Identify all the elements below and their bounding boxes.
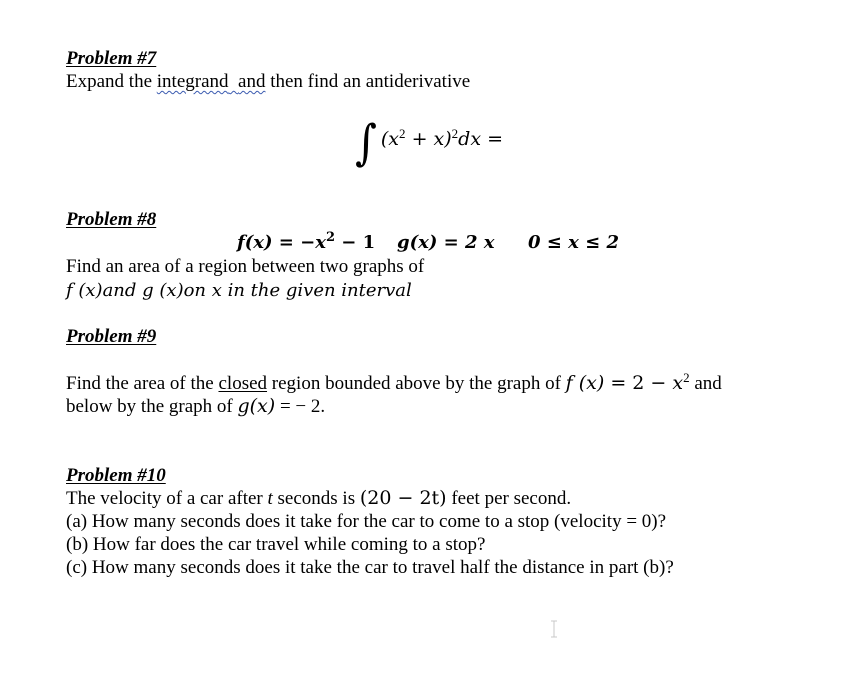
g-of-x: g(x) — [237, 395, 276, 417]
problem-7-text-after: then find an antiderivative — [265, 71, 471, 92]
p9-line2-tail: = − 2. — [275, 396, 326, 417]
p10-l1a: The velocity of a car after — [66, 488, 268, 509]
closed-word: closed — [218, 373, 268, 394]
spacer — [229, 71, 239, 92]
problem-8-line2: f (x)and g (x)on x in the given interval — [66, 280, 412, 301]
integrand-word: integrand — [156, 71, 229, 92]
problem-10-line1 — [66, 487, 571, 510]
f-of-x: f (x) — [565, 372, 605, 394]
exponent: 2 — [683, 370, 690, 385]
exponent: 2 — [451, 126, 459, 141]
p10-l1d: feet per second. — [446, 488, 572, 509]
f-def-text: f(x) = −x — [237, 232, 326, 253]
problem-8-line1: Find an area of a region between two graphs of — [66, 256, 425, 277]
problem-10-part-b: (b) How far does the car travel while coming to a stop? — [66, 534, 486, 555]
x-var: x — [672, 372, 684, 394]
exponent: 2 — [399, 126, 406, 141]
p9-line2-text: below by the graph of — [66, 396, 238, 417]
problem-10-heading: Problem #10 — [66, 465, 166, 486]
p9-text1: Find the area of the — [66, 373, 219, 394]
integral-expression — [355, 114, 504, 171]
p9-equation: = 2 − — [604, 372, 673, 394]
problem-8-heading: Problem #8 — [66, 209, 157, 230]
and-word: and — [238, 71, 266, 92]
exponent: 2 — [325, 230, 335, 245]
integrand-part2: + x) — [405, 128, 452, 150]
p10-l1b: seconds is — [272, 488, 360, 509]
text-cursor-icon — [548, 620, 560, 638]
integrand-part1: (x — [380, 128, 400, 150]
f-def-tail: − 1 — [334, 232, 376, 253]
problem-9-line1 — [66, 372, 722, 395]
problem-10-part-a: (a) How many seconds does it take for the car to come to a stop (velocity = 0)? — [66, 511, 667, 532]
problem-9-line2 — [66, 395, 325, 418]
integral-sign: ∫ — [355, 114, 377, 171]
problem-10-part-c: (c) How many seconds does it take the car to travel half the distance in part (b)? — [66, 557, 674, 578]
interval: 0 ≤ x ≤ 2 — [528, 232, 620, 253]
problem-7-text-before: Expand the — [66, 71, 157, 92]
dx-equals: dx = — [458, 128, 504, 150]
g-definition: g(x) = 2 x — [397, 232, 495, 253]
p9-text2: region bounded above by the graph of — [267, 373, 566, 394]
problem-7-heading: Problem #7 — [66, 48, 157, 69]
problem-7-instruction — [66, 70, 470, 93]
f-definition — [237, 231, 375, 254]
t-variable: t — [267, 488, 273, 509]
p9-text3: and — [689, 373, 722, 394]
velocity-expression: (20 − 2t) — [359, 487, 447, 509]
problem-9-heading: Problem #9 — [66, 326, 157, 347]
